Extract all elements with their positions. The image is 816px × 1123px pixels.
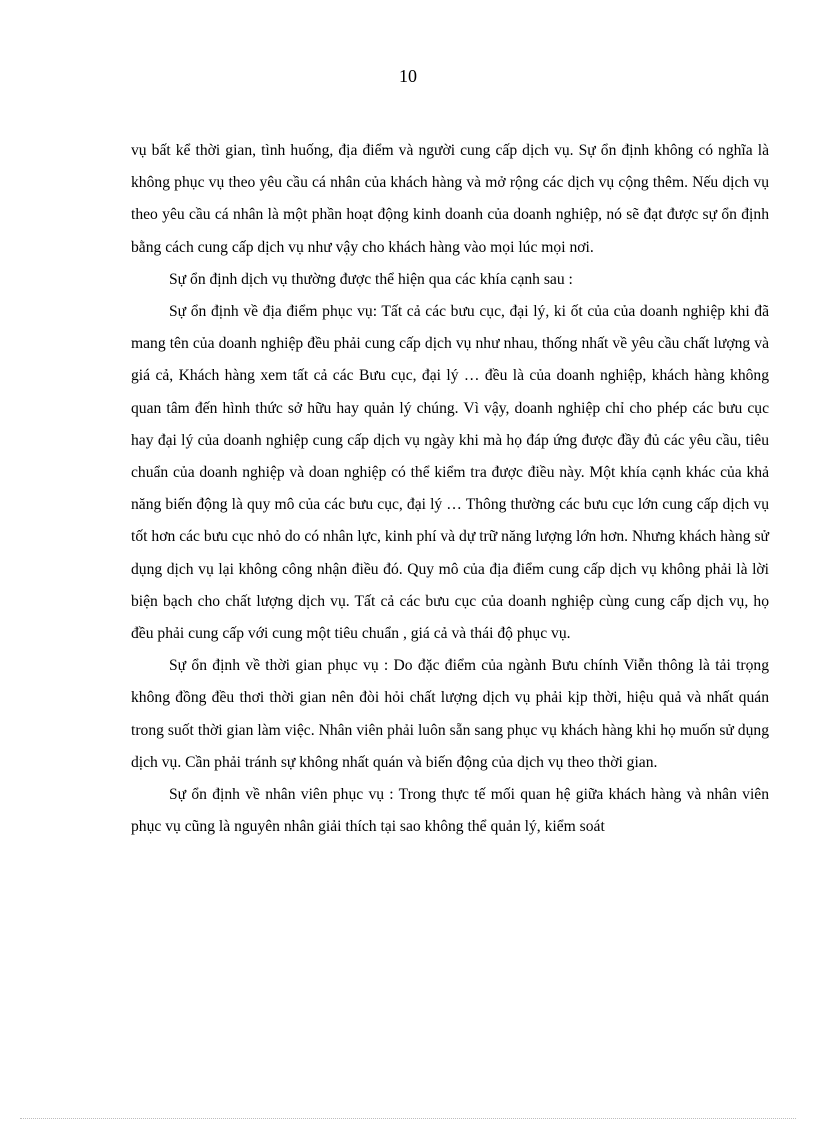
document-body xyxy=(131,135,769,843)
page-number: 10 xyxy=(399,66,417,86)
paragraph-staff-stability: Sự ổn định về nhân viên phục vụ : Trong thực tế mối quan hệ giữa khách hàng và nhân viên phục vụ cũng là nguyên nhân giải thích tại sao không thể quản lý, kiểm soát xyxy=(131,786,769,836)
page-bottom-divider xyxy=(20,1118,796,1119)
paragraph-stability-aspects-intro: Sự ổn định dịch vụ thường được thể hiện qua các khía cạnh sau : xyxy=(169,270,573,288)
paragraph-time-stability: Sự ổn định về thời gian phục vụ : Do đặc điểm của ngành Bưu chính Viễn thông là tải trọng không đồng đều thơi thời gian nên đòi hỏi chất lượng dịch vụ phải kịp thời, hiệu quả và nhất quán trong suốt thời gian làm việc. Nhân viên phải luôn sẵn sang phục vụ khách hàng khi họ muốn sử dụng dịch vụ. Cần phải tránh sự không nhất quán và biến động của dịch vụ theo thời gian. xyxy=(131,657,769,771)
paragraph-continuation: vụ bất kể thời gian, tình huống, địa điểm và người cung cấp dịch vụ. Sự ổn định không có nghĩa là không phục vụ theo yêu cầu cá nhân của khách hàng và mở rộng các dịch vụ cộng thêm. Nếu dịch vụ theo yêu cầu cá nhân là một phần hoạt động kinh doanh của doanh nghiệp, nó sẽ đạt được sự ổn định bằng cách cung cấp dịch vụ như vậy cho khách hàng vào mọi lúc mọi nơi. xyxy=(131,142,769,256)
paragraph-location-stability: Sự ổn định về địa điểm phục vụ: Tất cả các bưu cục, đại lý, ki ốt của của doanh nghiệp khi đã mang tên của doanh nghiệp đều phải cung cấp dịch vụ như nhau, thống nhất về yêu cầu chất lượng và giá cả, Khách hàng xem tất cả các Bưu cục, đại lý … đều là của doanh nghiệp, khách hàng không quan tâm đến hình thức sở hữu hay quản lý chúng. Vì vậy, doanh nghiệp chỉ cho phép các bưu cục hay đại lý của doanh nghiệp cung cấp dịch vụ ngày khi mà họ đáp ứng được đầy đủ các yêu cầu, tiêu chuẩn của doanh nghiệp và doan nghiệp có thể kiểm tra được điều này. Một khía cạnh khác của khả năng biến động là quy mô của các bưu cục, đại lý … Thông thường các bưu cục lớn cung cấp dịch vụ tốt hơn các bưu cục nhỏ do có nhân lực, kinh phí và dự trữ năng lượng lớn hơn. Nhưng khách hàng sử dụng dịch vụ lại không công nhận điều đó. Quy mô của địa điểm cung cấp dịch vụ không phải là lời biện bạch cho chất lượng dịch vụ. Tất cả các bưu cục của doanh nghiệp cùng cung cấp dịch vụ, họ đều phải cung cấp với cung một tiêu chuẩn , giá cả và thái độ phục vụ. xyxy=(131,303,769,643)
